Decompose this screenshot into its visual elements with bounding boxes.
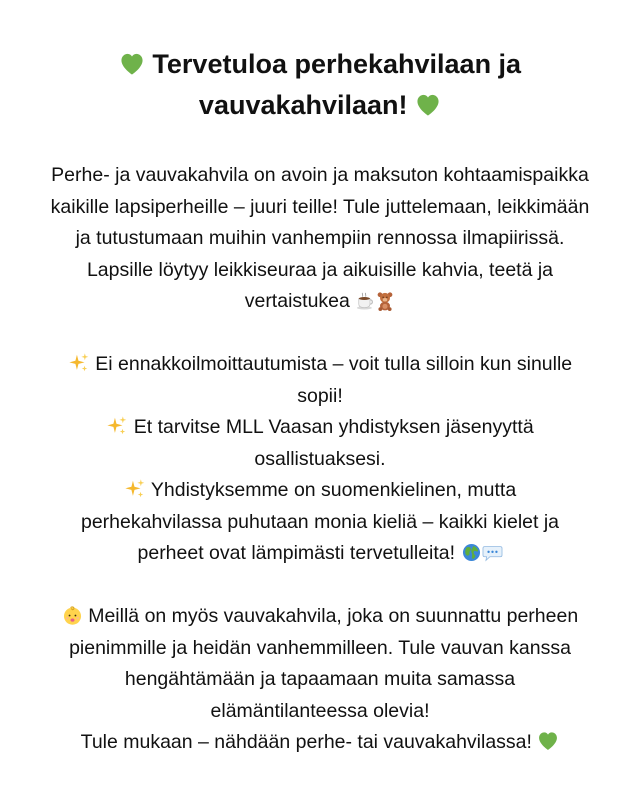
bullet-1-line-1: Ei ennakkoilmoittautumista – voit tulla silloin kun sinulle: [95, 353, 573, 375]
intro-line-4: Lapsille löytyy leikkiseuraa ja aikuisille kahvia, teetä ja: [86, 258, 554, 281]
bullets-paragraph: [14, 349, 626, 570]
intro-line-2: kaikille lapsiperheille – juuri teille! Tule juttelemaan, leikkimään: [50, 195, 590, 218]
bullet-1-line-2: sopii!: [297, 384, 343, 407]
hot-beverage-icon: [355, 291, 375, 311]
green-heart-icon: [415, 89, 441, 115]
intro-line-1: Perhe- ja vauvakahvila on avoin ja maksuton kohtaamispaikka: [51, 164, 589, 186]
intro-line-3: ja tutustumaan muihin vanhempiin rennossa ilmapiirissä.: [75, 227, 565, 249]
speech-bubble-icon: [482, 542, 503, 563]
baby-cafe-line-5: Tule mukaan – nähdään perhe- tai vauvakahvilassa!: [80, 731, 532, 753]
intro-line-5: vertaistukea: [244, 290, 350, 312]
baby-cafe-paragraph: [14, 601, 626, 759]
spacer: [14, 570, 626, 602]
bullet-3-line-2: perhekahvilassa puhutaan monia kieliä – kaikki kielet ja: [80, 510, 560, 533]
baby-cafe-line-1: Meillä on myös vauvakahvila, joka on suunnattu perheen: [88, 605, 579, 627]
sparkles-icon: [68, 352, 90, 374]
spacer: [14, 318, 626, 350]
green-heart-icon: [537, 730, 559, 752]
bullet-2-line-1: Et tarvitse MLL Vaasan yhdistyksen jäsenyyttä: [133, 416, 534, 438]
globe-icon: [461, 542, 482, 563]
intro-paragraph: [14, 160, 626, 318]
bullet-3-line-1: Yhdistyksemme on suomenkielinen, mutta: [150, 479, 517, 501]
page-title: [80, 44, 560, 126]
sparkles-icon: [124, 478, 146, 500]
sparkles-icon: [106, 415, 128, 437]
baby-cafe-line-2: pienimmille ja heidän vanhemmilleen. Tule vauvan kanssa: [69, 636, 571, 659]
baby-cafe-line-4: elämäntilanteessa olevia!: [210, 699, 430, 722]
teddy-bear-icon: [375, 291, 395, 311]
baby-cafe-line-3: hengähtämään ja tapaamaan muita samassa: [124, 668, 516, 690]
baby-icon: [62, 605, 83, 626]
bullet-2-line-2: osallistuaksesi.: [254, 447, 386, 470]
green-heart-icon: [119, 48, 145, 74]
title-line-2: vauvakahvilaan!: [198, 90, 408, 120]
title-line-1: Tervetuloa perhekahvilaan ja: [152, 49, 522, 79]
bullet-3-line-3: perheet ovat lämpimästi tervetulleita!: [137, 542, 456, 564]
